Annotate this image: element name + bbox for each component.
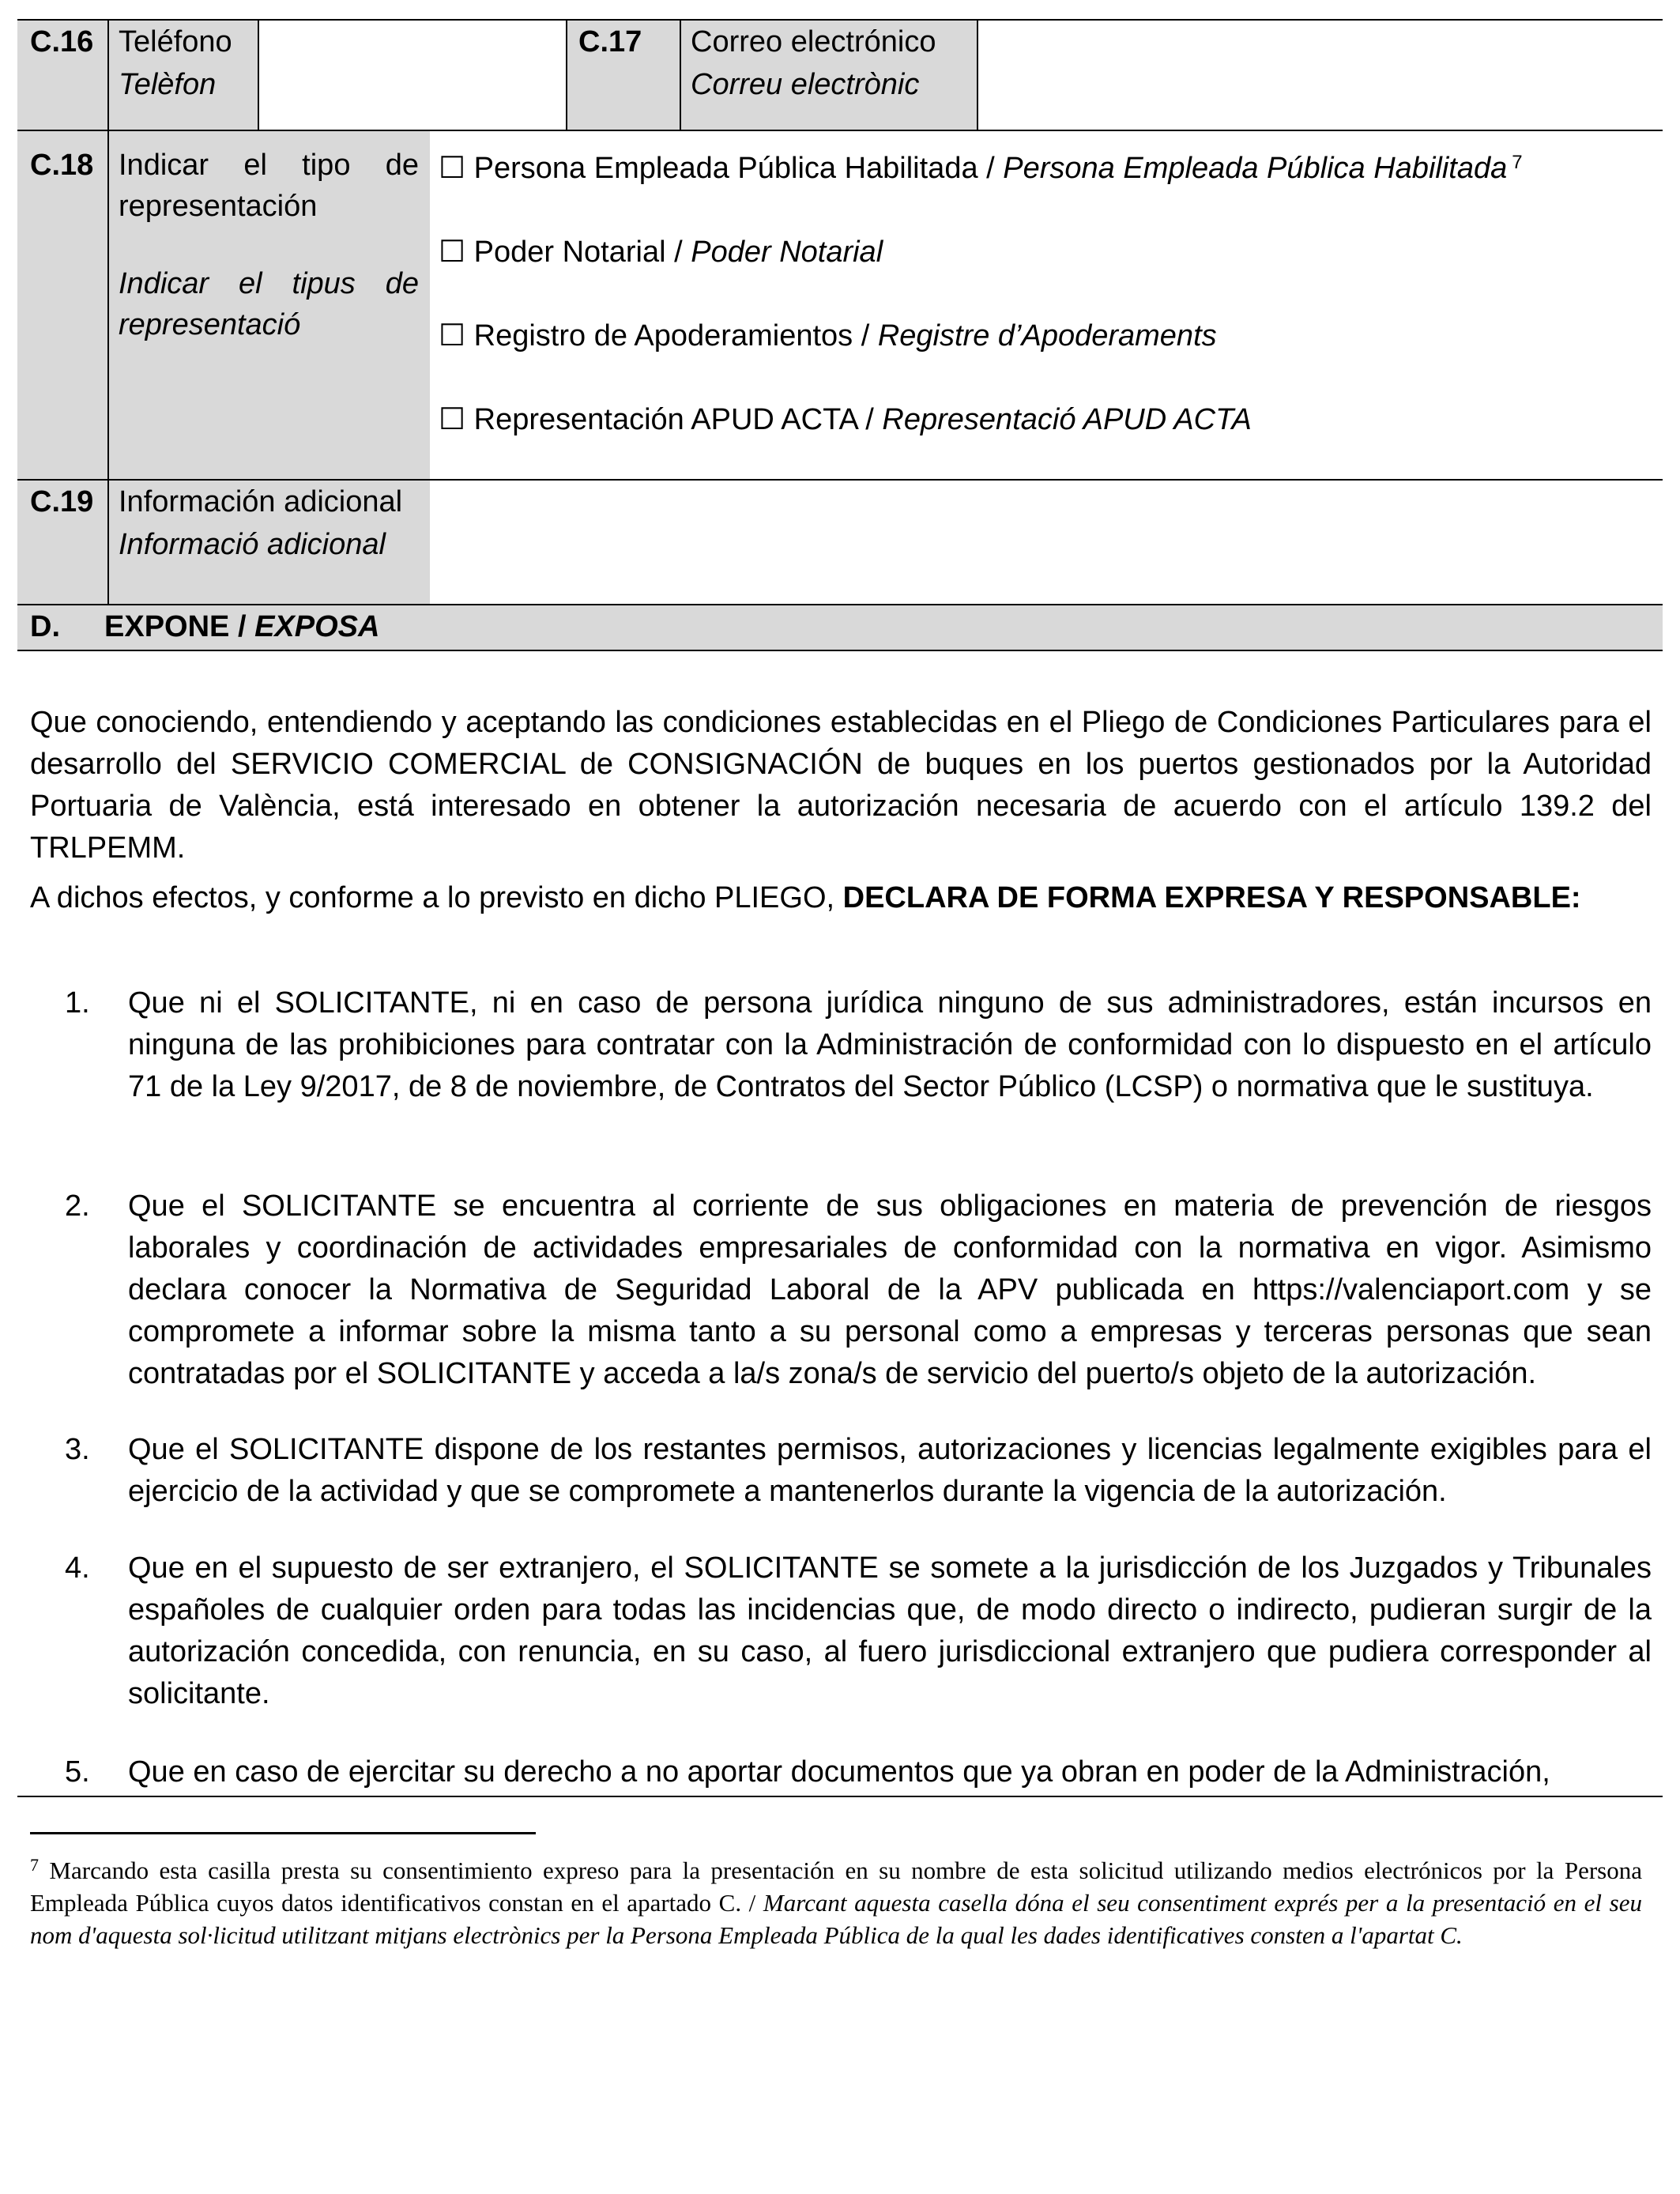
c16-label-right-border <box>258 19 259 131</box>
c17-code: C.17 <box>578 25 642 58</box>
c17-email-field[interactable] <box>981 22 1659 128</box>
c16-label-es: Teléfono <box>119 25 232 58</box>
declaration-prefix: A dichos efectos, y conforme a lo previsto en dicho PLIEGO, <box>30 881 843 914</box>
row-c18-top-border <box>17 130 1663 131</box>
option-persona-empleada[interactable] <box>439 147 1523 190</box>
list-item-text: Que el SOLICITANTE se encuentra al corriente de sus obligaciones en materia de prevención de riesgos laborales y coordinación de actividades empresariales de conformidad con la normativa en vigor. Asimismo declara conocer la Normativa de Seguridad Laboral de la APV publicada en https://valenciaport.com y se compromete a informar sobre la misma tanto a su personal como a empresas y terceras personas que sean contratadas por el SOLICITANTE y acceda a la/s zona/s de servicio del puerto/s objeto de la autorización. <box>128 1189 1652 1390</box>
list-item <box>30 1751 1652 1793</box>
option-separator: / <box>665 236 691 269</box>
c16-value-right-border <box>566 19 567 131</box>
checkbox-apud-acta[interactable]: ☐ <box>439 403 466 436</box>
c19-label-va: Informació adicional <box>119 528 386 561</box>
footnote-text-va: Marcant aquesta casella dóna el seu consentiment exprés per a la presentació en el seu nom d'aquesta sol·licitud utilitzant mitjans electrònics per la Persona Empleada Pública de la qual les dades identificatives consten a l'apartat C. <box>30 1889 1642 1949</box>
declaration-paragraph <box>30 877 1652 919</box>
list-item <box>30 1429 1652 1513</box>
list-item <box>30 982 1652 1108</box>
list-item-number: 3. <box>65 1433 90 1466</box>
c17-label-es: Correo electrónico <box>691 25 936 58</box>
option-label-es: Representación APUD ACTA <box>473 403 857 436</box>
list-item-number: 2. <box>65 1189 90 1223</box>
c16-code: C.16 <box>30 25 94 58</box>
option-label-es: Persona Empleada Pública Habilitada <box>473 152 978 185</box>
page-bottom-rule <box>17 1796 1663 1797</box>
c16-label-va: Telèfon <box>119 68 217 101</box>
c17-code-right-border <box>680 19 681 131</box>
checkbox-registro-apoderamientos[interactable]: ☐ <box>439 319 466 352</box>
code-column-divider <box>107 19 109 605</box>
list-item-number: 1. <box>65 986 90 1020</box>
option-label-va: Representació APUD ACTA <box>882 403 1252 436</box>
checkbox-persona-empleada[interactable]: ☐ <box>439 152 466 185</box>
section-d-title-es: EXPONE / <box>104 610 255 643</box>
option-registro-apoderamientos[interactable] <box>439 315 1217 357</box>
footnote-mark: 7 <box>30 1855 39 1875</box>
c19-additional-info-field[interactable] <box>435 482 1659 602</box>
c18-code: C.18 <box>30 149 94 182</box>
list-item <box>30 1186 1652 1395</box>
section-d-bottom-border <box>17 650 1663 651</box>
c18-label-va-line2: representació <box>119 308 301 341</box>
option-separator: / <box>977 152 1004 185</box>
intro-paragraph: Que conociendo, entendiendo y aceptando las condiciones establecidas en el Pliego de Condiciones Particulares para el desarrollo del SERVICIO COMERCIAL de CONSIGNACIÓN de buques en los puertos gestionados por la Autoridad Portuaria de València, está interesado en obtener la autorización necesaria de acuerdo con el artículo 139.2 del TRLPEMM. <box>30 706 1652 865</box>
footnote-separator <box>30 1832 536 1834</box>
footnote <box>30 1854 1642 1951</box>
option-label-es: Poder Notarial <box>473 236 666 269</box>
section-d-title-va: EXPOSA <box>254 610 380 643</box>
option-label-va: Poder Notarial <box>691 236 883 269</box>
c17-label-va: Correu electrònic <box>691 68 920 101</box>
list-item-text: Que ni el SOLICITANTE, ni en caso de persona jurídica ninguno de sus administradores, están incursos en ninguna de las prohibiciones para contratar con la Administración de conformidad con lo dispuesto en el artículo 71 de la Ley 9/2017, de 8 de noviembre, de Contratos del Sector Público (LCSP) o normativa que le sustituya. <box>128 986 1652 1103</box>
option-separator: / <box>853 319 878 352</box>
section-d-letter: D. <box>30 610 60 643</box>
c19-code: C.19 <box>30 485 94 518</box>
c18-label-va-line1: Indicar el tipus de <box>119 267 419 300</box>
option-label-va: Persona Empleada Pública Habilitada <box>1003 152 1508 185</box>
c17-label-right-border <box>977 19 978 131</box>
checkbox-poder-notarial[interactable]: ☐ <box>439 236 466 269</box>
list-item-number: 4. <box>65 1551 90 1585</box>
list-item-text: Que en caso de ejercitar su derecho a no aportar documentos que ya obran en poder de la Administración, <box>128 1755 1550 1789</box>
list-item-text: Que en el supuesto de ser extranjero, el SOLICITANTE se somete a la jurisdicción de los Juzgados y Tribunales españoles de cualquier orden para todas las incidencias que, de modo directo o indirecto, pudieran surgir de la autorización concedida, con renuncia, en su caso, al fuero jurisdiccional extranjero que pudiera corresponder al solicitante. <box>128 1551 1652 1710</box>
list-item-text: Que el SOLICITANTE dispone de los restantes permisos, autorizaciones y licencias legalmente exigibles para el ejercicio de la actividad y que se compromete a mantenerlos durante la vigencia de la autorización. <box>128 1433 1652 1508</box>
c19-label-es: Información adicional <box>119 485 403 518</box>
option-apud-acta[interactable] <box>439 398 1252 441</box>
option-poder-notarial[interactable] <box>439 231 883 273</box>
list-item-number: 5. <box>65 1755 90 1789</box>
option-label-es: Registro de Apoderamientos <box>473 319 853 352</box>
list-item <box>30 1547 1652 1715</box>
c16-phone-field[interactable] <box>262 22 563 128</box>
footnote-ref-7[interactable]: 7 <box>1512 152 1523 173</box>
c18-label-es-line2: representación <box>119 190 318 223</box>
option-separator: / <box>857 403 883 436</box>
footnote-text-es: Marcando esta casilla presta su consentimiento expreso para la presentación en su nombre de esta solicitud utilizando medios electrónicos por la Persona Empleada Pública cuyos datos identificativos constan en el apartado C. / <box>30 1857 1642 1917</box>
section-d-title <box>104 605 379 648</box>
c18-label-es-line1: Indicar el tipo de <box>119 149 419 182</box>
declaration-bold: DECLARA DE FORMA EXPRESA Y RESPONSABLE: <box>842 881 1581 914</box>
option-label-va: Registre d’Apoderaments <box>877 319 1217 352</box>
